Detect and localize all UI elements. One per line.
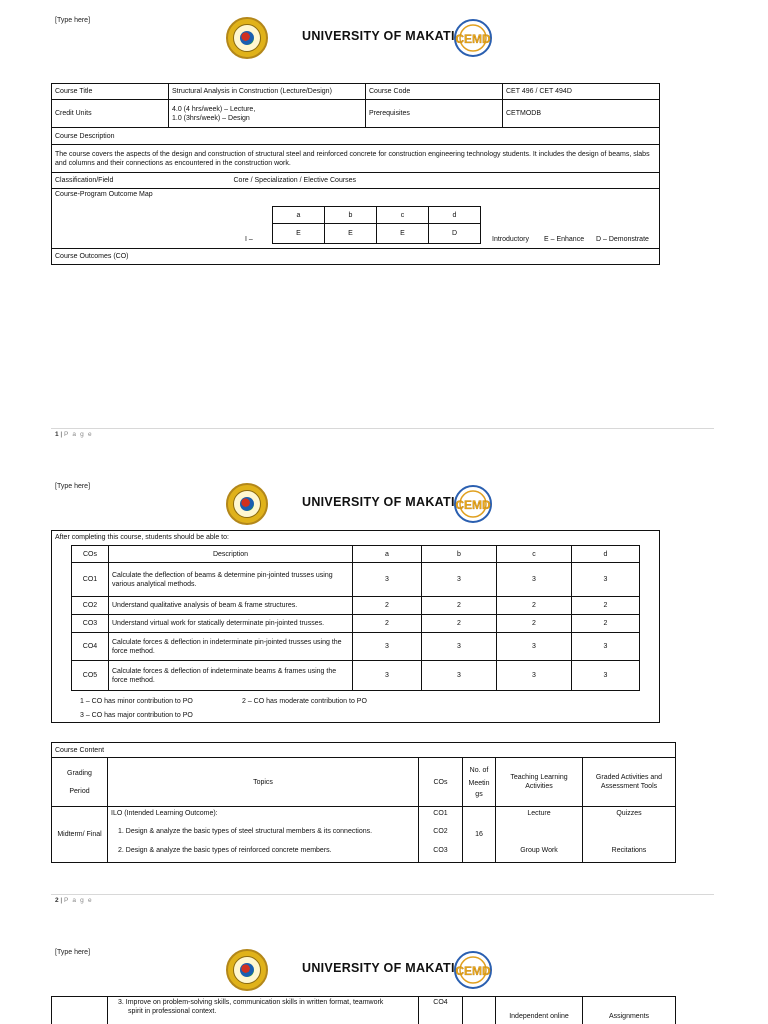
map-header-b: b: [325, 207, 377, 224]
map-header-d: d: [429, 207, 481, 224]
page-footer-1: 1 | P a g e: [55, 431, 93, 438]
legend-demonstrate: D – Demonstrate: [596, 236, 649, 243]
map-header-a: a: [273, 207, 325, 224]
cemd-logo-icon: [450, 484, 496, 524]
legend-introductory: Introductory: [492, 236, 529, 243]
col-header-d: d: [572, 546, 640, 563]
university-seal-icon: [226, 949, 268, 991]
co-value-d: 2: [572, 597, 640, 615]
grading-period-value: Midterm/ Final: [52, 807, 108, 863]
cemd-logo-icon: [450, 950, 496, 990]
co-id: CO2: [72, 597, 109, 615]
col-meetings: No. of Meetin gs: [463, 758, 496, 807]
page-footer-2: 2 | P a g e: [55, 897, 93, 904]
co-value-a: 2: [353, 597, 422, 615]
type-here-placeholder: [Type here]: [55, 483, 91, 490]
university-seal-icon: [226, 483, 268, 525]
course-description-label: Course Description: [52, 128, 660, 145]
co-description: Understand qualitative analysis of beam & frame structures.: [109, 597, 353, 615]
course-content-continued-table: [51, 996, 676, 1024]
co-value-b: 2: [422, 615, 497, 633]
svg-text:CEMD: CEMD: [455, 498, 491, 512]
classification-label: Classification/Field: [52, 173, 366, 189]
map-value-c: E: [377, 224, 429, 244]
table-row: [72, 633, 640, 661]
cemd-logo-icon: [450, 18, 496, 58]
co-value-b: 2: [422, 597, 497, 615]
legend-major: 3 – CO has major contribution to PO: [80, 712, 193, 719]
col-cos: COs: [419, 758, 463, 807]
classification-value: Core / Specialization / Elective Courses: [233, 177, 357, 184]
cos-cell: CO1 CO2 CO3: [419, 807, 463, 863]
svg-text:CEMD: CEMD: [455, 964, 491, 978]
teaching-activities-cell: Lecture Group Work: [496, 807, 583, 863]
course-content-label: Course Content: [52, 743, 676, 758]
co-description: Calculate the deflection of beams & determine pin-jointed trusses using various analytical methods.: [109, 563, 353, 597]
course-outcomes-label: Course Outcomes (CO): [52, 249, 660, 265]
outcome-map-label: Course-Program Outcome Map: [55, 191, 153, 198]
map-header-c: c: [377, 207, 429, 224]
table-row: [72, 661, 640, 691]
co-value-d: 2: [572, 615, 640, 633]
graded-activities-cell: Quizzes Recitations: [583, 807, 676, 863]
co-id: CO4: [419, 997, 463, 1024]
co-id: CO4: [72, 633, 109, 661]
course-code-value: CET 496 / CET 494D: [503, 84, 660, 100]
course-description-text: The course covers the aspects of the design and construction of structural steel and reinforced concrete for construction engineering technology students. It includes the design of beams, slabs and columns and their connections as encountered in the construction work.: [52, 145, 660, 173]
col-grading-period: Grading Period: [52, 758, 108, 807]
co-id: CO5: [72, 661, 109, 691]
topics-cell: [108, 807, 419, 863]
course-title-value: Structural Analysis in Construction (Lecture/Design): [169, 84, 366, 100]
map-value-d: D: [429, 224, 481, 244]
co-value-d: 3: [572, 661, 640, 691]
map-value-b: E: [325, 224, 377, 244]
co-value-a: 3: [353, 633, 422, 661]
legend-minor: 1 – CO has minor contribution to PO: [80, 698, 193, 705]
course-code-label: Course Code: [366, 84, 503, 100]
prerequisites-label: Prerequisites: [366, 100, 503, 128]
co-value-c: 3: [497, 633, 572, 661]
col-teaching-activities: Teaching Learning Activities: [496, 758, 583, 807]
map-value-a: E: [273, 224, 325, 244]
ilo-label: ILO (Intended Learning Outcome):: [111, 810, 218, 817]
col-header-description: Description: [109, 546, 353, 563]
svg-text:CEMD: CEMD: [455, 32, 491, 46]
assessment-tool: Assignments: [583, 997, 676, 1024]
legend-enhance: E – Enhance: [544, 236, 585, 243]
co-value-a: 2: [353, 615, 422, 633]
credit-units-label: Credit Units: [52, 100, 169, 128]
table-row: [72, 615, 640, 633]
university-seal-icon: [226, 17, 268, 59]
meetings-value: 16: [463, 807, 496, 863]
topic-item: 1. Design & analyze the basic types of steel structural members & its connections.: [118, 828, 373, 835]
co-description: Calculate forces & deflection of indeterminate beams & frames using the force method.: [109, 661, 353, 691]
co-id: CO3: [72, 615, 109, 633]
topic-item: 2. Design & analyze the basic types of reinforced concrete members.: [118, 847, 332, 854]
footer-divider: [51, 428, 714, 429]
col-header-cos: COs: [72, 546, 109, 563]
col-topics: Topics: [108, 758, 419, 807]
course-content-table: [51, 742, 676, 863]
university-title: UNIVERSITY OF MAKATI: [302, 495, 455, 509]
co-description: Understand virtual work for statically determinate pin-jointed trusses.: [109, 615, 353, 633]
col-header-b: b: [422, 546, 497, 563]
co-id: CO1: [72, 563, 109, 597]
co-value-b: 3: [422, 633, 497, 661]
co-value-a: 3: [353, 563, 422, 597]
legend-moderate: 2 – CO has moderate contribution to PO: [242, 698, 367, 705]
col-graded-activities: Graded Activities and Assessment Tools: [583, 758, 676, 807]
co-value-a: 3: [353, 661, 422, 691]
university-title: UNIVERSITY OF MAKATI: [302, 29, 455, 43]
co-description: Calculate forces & deflection in indeterminate pin-jointed trusses using the force method.: [109, 633, 353, 661]
prerequisites-value: CETMODB: [503, 100, 660, 128]
co-value-d: 3: [572, 563, 640, 597]
co-value-c: 2: [497, 615, 572, 633]
col-header-c: c: [497, 546, 572, 563]
type-here-placeholder: [Type here]: [55, 949, 91, 956]
co-value-d: 3: [572, 633, 640, 661]
map-prefix: I –: [245, 236, 253, 243]
table-row: [72, 597, 640, 615]
teaching-activity: Independent online: [496, 997, 583, 1024]
course-title-label: Course Title: [52, 84, 169, 100]
university-title: UNIVERSITY OF MAKATI: [302, 961, 455, 975]
outcomes-intro: After completing this course, students should be able to:: [55, 534, 229, 541]
footer-divider: [51, 894, 714, 895]
table-row: [72, 563, 640, 597]
credit-units-value: 4.0 (4 hrs/week) – Lecture, 1.0 (3hrs/week) – Design: [169, 100, 366, 128]
co-value-b: 3: [422, 661, 497, 691]
topic-item: 3. Improve on problem-solving skills, communication skills in written format, teamwork spirit in professional context.: [108, 997, 419, 1024]
type-here-placeholder: [Type here]: [55, 17, 91, 24]
col-header-a: a: [353, 546, 422, 563]
co-value-c: 3: [497, 661, 572, 691]
outcome-map-table: [272, 206, 481, 244]
co-value-b: 3: [422, 563, 497, 597]
co-value-c: 2: [497, 597, 572, 615]
co-value-c: 3: [497, 563, 572, 597]
course-outcomes-table: [71, 545, 640, 691]
